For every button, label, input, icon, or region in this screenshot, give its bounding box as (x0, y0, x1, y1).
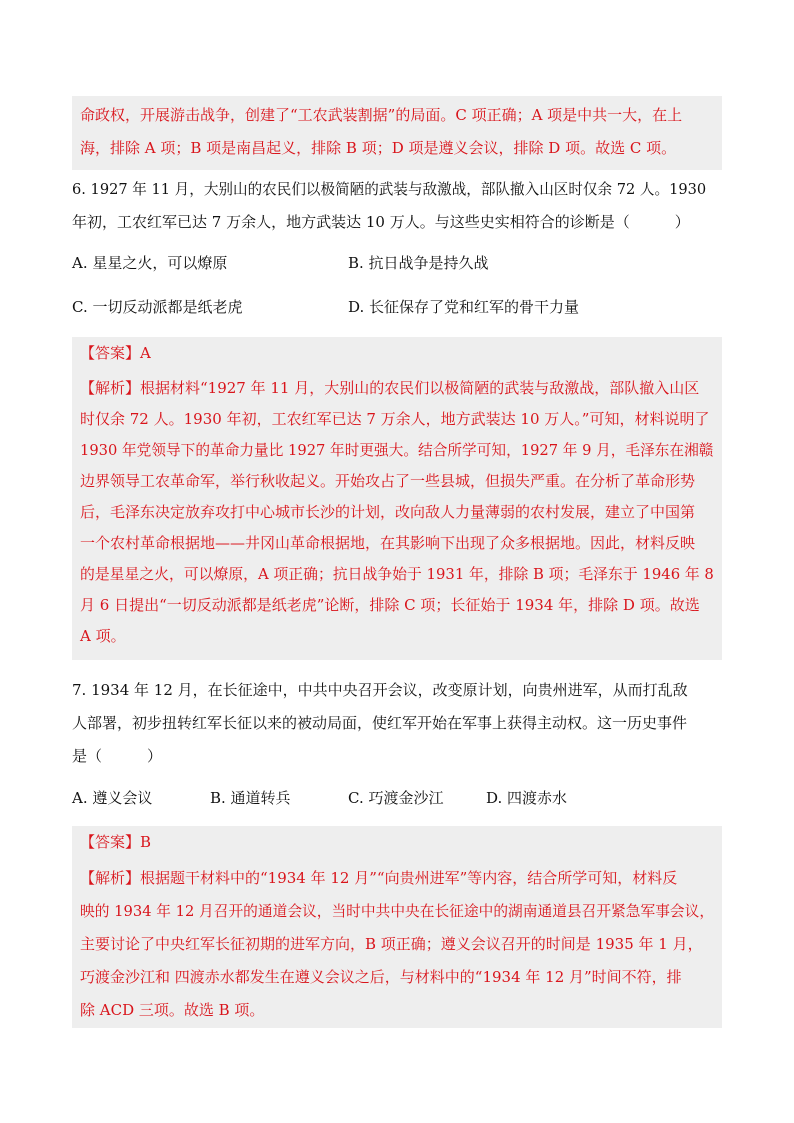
analysis-line: 命政权，开展游击战争，创建了“工农武装割据”的局面。C 项正确；A 项是中共一大，在上 (80, 106, 683, 124)
question-line: 6. 1927 年 11 月，大别山的农民们以极简陋的武装与敌激战，部队撤入山区时仅余 72 人。1930 (72, 180, 707, 198)
analysis-line: 的是星星之火，可以燎原，A 项正确；抗日战争始于 1931 年，排除 B 项；毛泽东于 1946 年 8 (80, 565, 714, 583)
answer-text: 【答案】B (80, 833, 152, 851)
q6-answer-box (72, 337, 722, 373)
analysis-line: 海，排除 A 项；B 项是南昌起义，排除 B 项；D 项是遵义会议，排除 D 项。故选 C 项。 (80, 139, 677, 157)
question-line: 是（ ） (72, 747, 163, 765)
q6-option-c[interactable]: C. 一切反动派都是纸老虎 (72, 298, 243, 316)
analysis-line: 1930 年党领导下的革命力量比 1927 年时更强大。结合所学可知，1927 年 9 月，毛泽东在湘赣 (80, 441, 714, 459)
q6-stem (72, 173, 722, 239)
analysis-line: 映的 1934 年 12 月召开的通道会议，当时中共中央在长征途中的湖南通道县召开紧急军事会议， (80, 902, 715, 920)
q6-options-row-1 (72, 247, 722, 280)
analysis-line: A 项。 (80, 627, 126, 645)
q6-analysis (72, 373, 722, 660)
question-line: 年初，工农红军已达 7 万余人，地方武装达 10 万人。与这些史实相符合的诊断是（ ） (72, 213, 690, 231)
q7-option-a[interactable]: A. 遵义会议 (72, 789, 153, 807)
q6-option-d[interactable]: D. 长征保存了党和红军的骨干力量 (348, 298, 580, 316)
q7-answer-box (72, 826, 722, 862)
q5-analysis-tail (72, 96, 722, 170)
analysis-line: 主要讨论了中央红军长征初期的进军方向，B 项正确；遵义会议召开的时间是 1935 年 1 月， (80, 935, 703, 953)
analysis-line: 月 6 日提出“一切反动派都是纸老虎”论断，排除 C 项；长征始于 1934 年，排除 D 项。故选 (80, 596, 700, 614)
analysis-line: 边界领导工农革命军，举行秋收起义。开始攻占了一些县城，但损失严重。在分析了革命形势 (80, 472, 696, 490)
q7-option-d[interactable]: D. 四渡赤水 (486, 789, 568, 807)
q6-option-b[interactable]: B. 抗日战争是持久战 (348, 254, 489, 272)
analysis-line: 巧渡金沙江和 四渡赤水都发生在遵义会议之后，与材料中的“1934 年 12 月”时间不符，排 (80, 968, 682, 986)
analysis-line: 【解析】根据题干材料中的“1934 年 12 月”“向贵州进军”等内容，结合所学可知，材料反 (80, 869, 678, 887)
analysis-line: 后，毛泽东决定放弃攻打中心城市长沙的计划，改向敌人力量薄弱的农村发展，建立了中国第 (80, 503, 696, 521)
q6-options-row-2 (72, 291, 722, 324)
q7-analysis (72, 862, 722, 1028)
question-line: 7. 1934 年 12 月，在长征途中，中共中央召开会议，改变原计划，向贵州进军，从而打乱敌 (72, 681, 688, 699)
q7-option-b[interactable]: B. 通道转兵 (210, 789, 291, 807)
analysis-line: 时仅余 72 人。1930 年初，工农红军已达 7 万余人，地方武装达 10 万人。”可知，材料说明了 (80, 410, 710, 428)
question-line: 人部署，初步扭转红军长征以来的被动局面，使红军开始在军事上获得主动权。这一历史事件 (72, 714, 688, 732)
answer-text: 【答案】A (80, 344, 151, 362)
analysis-line: 除 ACD 三项。故选 B 项。 (80, 1001, 265, 1019)
q7-option-c[interactable]: C. 巧渡金沙江 (348, 789, 444, 807)
analysis-line: 【解析】根据材料“1927 年 11 月，大别山的农民们以极简陋的武装与敌激战，部队撤入山区 (80, 379, 700, 397)
analysis-line: 一个农村革命根据地——井冈山革命根据地，在其影响下出现了众多根据地。因此，材料反映 (80, 534, 696, 552)
q7-stem (72, 674, 722, 773)
q6-option-a[interactable]: A. 星星之火，可以燎原 (72, 254, 228, 272)
q7-options-row (72, 782, 722, 815)
